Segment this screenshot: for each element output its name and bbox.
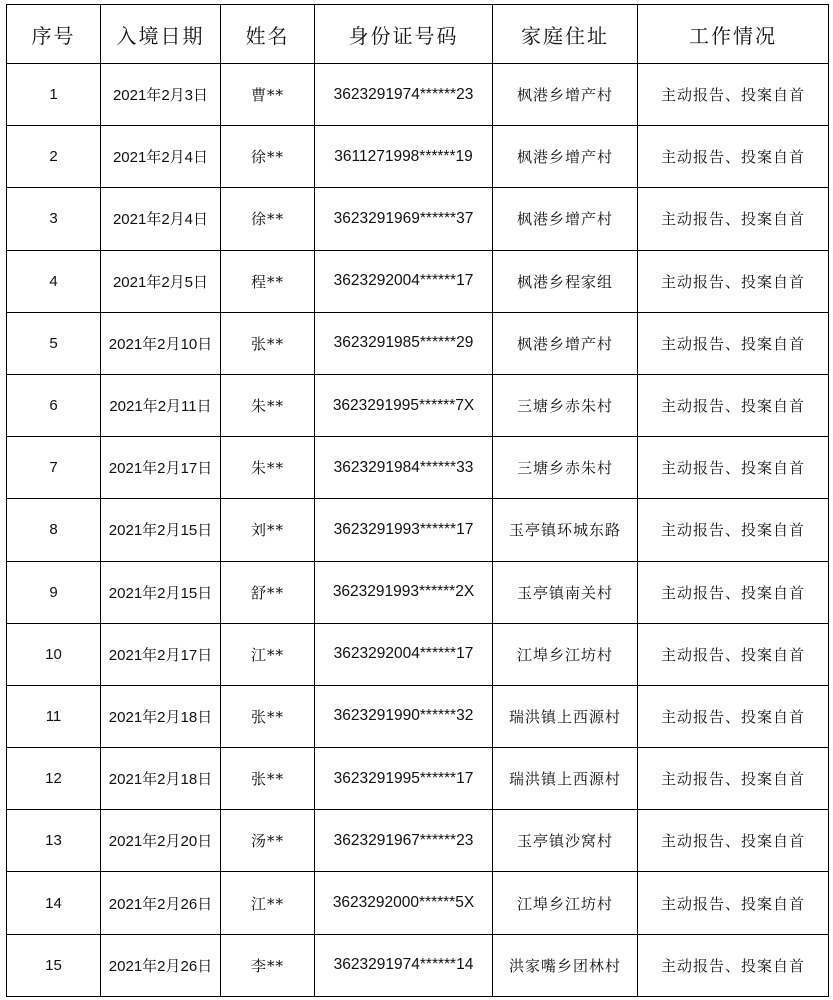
cell-id-number: 3623291974******23 bbox=[315, 64, 493, 126]
table-row bbox=[7, 250, 829, 312]
cell-index: 11 bbox=[7, 685, 101, 747]
cell-id-number: 3623292004******17 bbox=[315, 250, 493, 312]
cell-address: 枫港乡增产村 bbox=[493, 312, 638, 374]
cell-name: 朱** bbox=[221, 374, 315, 436]
cell-entry-date: 2021年2月5日 bbox=[101, 250, 221, 312]
cell-index: 10 bbox=[7, 623, 101, 685]
table-row bbox=[7, 561, 829, 623]
cell-work-status: 主动报告、投案自首 bbox=[638, 312, 829, 374]
cell-entry-date: 2021年2月17日 bbox=[101, 437, 221, 499]
cell-entry-date: 2021年2月18日 bbox=[101, 685, 221, 747]
cell-entry-date: 2021年2月3日 bbox=[101, 64, 221, 126]
cell-name: 朱** bbox=[221, 437, 315, 499]
cell-entry-date: 2021年2月20日 bbox=[101, 810, 221, 872]
header-entry-date: 入境日期 bbox=[101, 5, 221, 64]
cell-work-status: 主动报告、投案自首 bbox=[638, 437, 829, 499]
cell-work-status: 主动报告、投案自首 bbox=[638, 499, 829, 561]
cell-entry-date: 2021年2月26日 bbox=[101, 872, 221, 934]
table-row bbox=[7, 188, 829, 250]
cell-name: 江** bbox=[221, 623, 315, 685]
cell-work-status: 主动报告、投案自首 bbox=[638, 188, 829, 250]
cell-work-status: 主动报告、投案自首 bbox=[638, 872, 829, 934]
cell-entry-date: 2021年2月15日 bbox=[101, 561, 221, 623]
cell-work-status: 主动报告、投案自首 bbox=[638, 748, 829, 810]
cell-index: 4 bbox=[7, 250, 101, 312]
cell-entry-date: 2021年2月11日 bbox=[101, 374, 221, 436]
cell-address: 玉亭镇环城东路 bbox=[493, 499, 638, 561]
cell-address: 玉亭镇沙窝村 bbox=[493, 810, 638, 872]
table-header-row bbox=[7, 5, 829, 64]
table-row bbox=[7, 374, 829, 436]
cell-name: 江** bbox=[221, 872, 315, 934]
table-row bbox=[7, 437, 829, 499]
cell-name: 李** bbox=[221, 934, 315, 996]
returnee-table bbox=[6, 4, 829, 997]
cell-id-number: 3623291995******7X bbox=[315, 374, 493, 436]
cell-entry-date: 2021年2月17日 bbox=[101, 623, 221, 685]
cell-index: 2 bbox=[7, 126, 101, 188]
cell-id-number: 3623291969******37 bbox=[315, 188, 493, 250]
cell-id-number: 3623291990******32 bbox=[315, 685, 493, 747]
cell-index: 7 bbox=[7, 437, 101, 499]
table-row bbox=[7, 934, 829, 996]
table-row bbox=[7, 623, 829, 685]
cell-name: 张** bbox=[221, 312, 315, 374]
cell-address: 三塘乡赤朱村 bbox=[493, 374, 638, 436]
cell-work-status: 主动报告、投案自首 bbox=[638, 64, 829, 126]
cell-entry-date: 2021年2月15日 bbox=[101, 499, 221, 561]
cell-index: 5 bbox=[7, 312, 101, 374]
header-index: 序号 bbox=[7, 5, 101, 64]
cell-id-number: 3623291985******29 bbox=[315, 312, 493, 374]
cell-id-number: 3623291993******2X bbox=[315, 561, 493, 623]
cell-work-status: 主动报告、投案自首 bbox=[638, 810, 829, 872]
cell-entry-date: 2021年2月26日 bbox=[101, 934, 221, 996]
table-row bbox=[7, 499, 829, 561]
cell-name: 张** bbox=[221, 748, 315, 810]
cell-id-number: 3623291995******17 bbox=[315, 748, 493, 810]
cell-index: 13 bbox=[7, 810, 101, 872]
cell-address: 瑞洪镇上西源村 bbox=[493, 685, 638, 747]
cell-name: 刘** bbox=[221, 499, 315, 561]
cell-address: 瑞洪镇上西源村 bbox=[493, 748, 638, 810]
cell-name: 程** bbox=[221, 250, 315, 312]
cell-name: 汤** bbox=[221, 810, 315, 872]
cell-entry-date: 2021年2月4日 bbox=[101, 126, 221, 188]
table-row bbox=[7, 312, 829, 374]
cell-name: 曹** bbox=[221, 64, 315, 126]
cell-index: 12 bbox=[7, 748, 101, 810]
table-row bbox=[7, 810, 829, 872]
cell-id-number: 3623292000******5X bbox=[315, 872, 493, 934]
cell-index: 14 bbox=[7, 872, 101, 934]
cell-name: 舒** bbox=[221, 561, 315, 623]
cell-address: 玉亭镇南关村 bbox=[493, 561, 638, 623]
table-row bbox=[7, 872, 829, 934]
cell-index: 8 bbox=[7, 499, 101, 561]
cell-work-status: 主动报告、投案自首 bbox=[638, 561, 829, 623]
table-body bbox=[7, 64, 829, 997]
cell-work-status: 主动报告、投案自首 bbox=[638, 685, 829, 747]
cell-name: 张** bbox=[221, 685, 315, 747]
header-address: 家庭住址 bbox=[493, 5, 638, 64]
cell-id-number: 3623291974******14 bbox=[315, 934, 493, 996]
cell-name: 徐** bbox=[221, 126, 315, 188]
cell-index: 9 bbox=[7, 561, 101, 623]
header-work-status: 工作情况 bbox=[638, 5, 829, 64]
cell-index: 3 bbox=[7, 188, 101, 250]
cell-address: 洪家嘴乡团林村 bbox=[493, 934, 638, 996]
cell-address: 枫港乡增产村 bbox=[493, 188, 638, 250]
table-row bbox=[7, 126, 829, 188]
cell-work-status: 主动报告、投案自首 bbox=[638, 623, 829, 685]
cell-work-status: 主动报告、投案自首 bbox=[638, 374, 829, 436]
cell-address: 江埠乡江坊村 bbox=[493, 872, 638, 934]
cell-index: 15 bbox=[7, 934, 101, 996]
cell-address: 枫港乡程家组 bbox=[493, 250, 638, 312]
cell-id-number: 3611271998******19 bbox=[315, 126, 493, 188]
cell-entry-date: 2021年2月4日 bbox=[101, 188, 221, 250]
cell-entry-date: 2021年2月10日 bbox=[101, 312, 221, 374]
cell-id-number: 3623291984******33 bbox=[315, 437, 493, 499]
cell-address: 江埠乡江坊村 bbox=[493, 623, 638, 685]
cell-name: 徐** bbox=[221, 188, 315, 250]
table-row bbox=[7, 64, 829, 126]
cell-index: 6 bbox=[7, 374, 101, 436]
table-row bbox=[7, 685, 829, 747]
cell-id-number: 3623292004******17 bbox=[315, 623, 493, 685]
cell-work-status: 主动报告、投案自首 bbox=[638, 126, 829, 188]
cell-id-number: 3623291993******17 bbox=[315, 499, 493, 561]
cell-work-status: 主动报告、投案自首 bbox=[638, 934, 829, 996]
cell-address: 枫港乡增产村 bbox=[493, 126, 638, 188]
header-name: 姓名 bbox=[221, 5, 315, 64]
cell-entry-date: 2021年2月18日 bbox=[101, 748, 221, 810]
cell-address: 枫港乡增产村 bbox=[493, 64, 638, 126]
cell-work-status: 主动报告、投案自首 bbox=[638, 250, 829, 312]
cell-index: 1 bbox=[7, 64, 101, 126]
table-row bbox=[7, 748, 829, 810]
header-id-number: 身份证号码 bbox=[315, 5, 493, 64]
cell-address: 三塘乡赤朱村 bbox=[493, 437, 638, 499]
cell-id-number: 3623291967******23 bbox=[315, 810, 493, 872]
